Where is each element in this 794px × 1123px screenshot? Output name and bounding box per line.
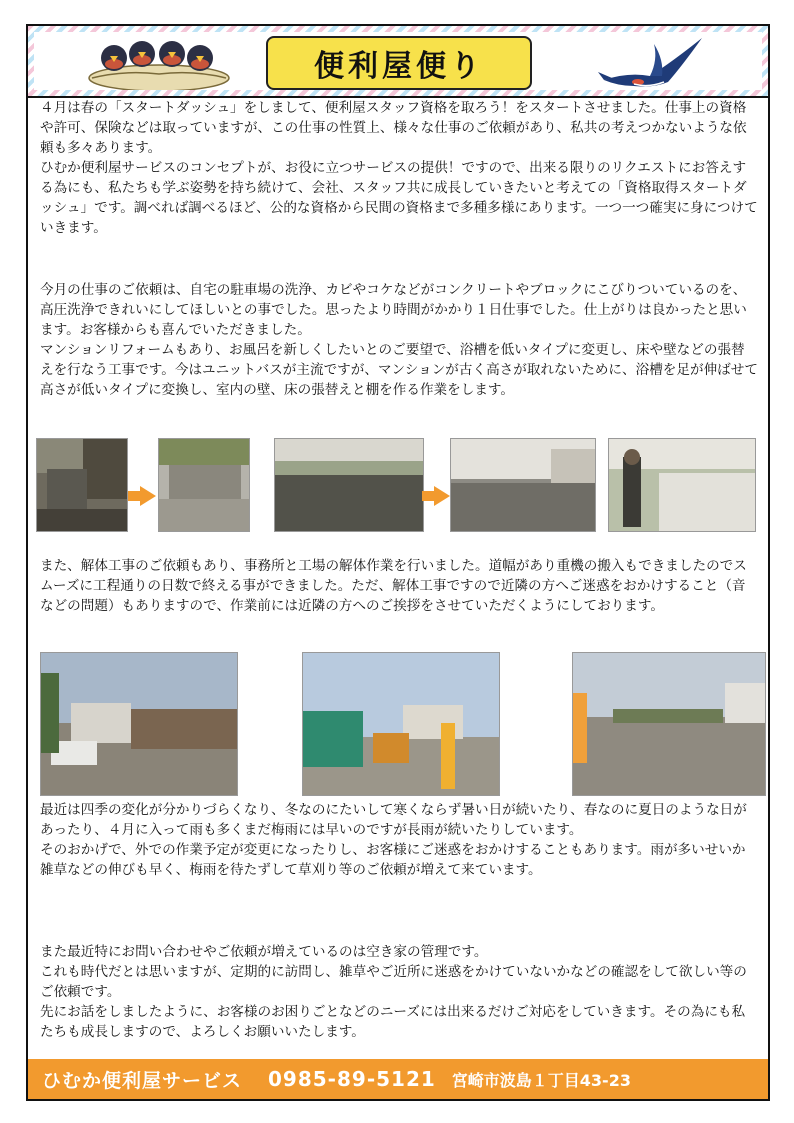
vacant-house-section [40, 942, 758, 1042]
photo-demolition-site-1 [40, 652, 238, 796]
phone-number[interactable]: 0985-89-5121 [268, 1067, 436, 1091]
arrow-icon [434, 486, 450, 506]
photo-after-parking [450, 438, 596, 532]
photo-cleared-lot [572, 652, 766, 796]
demolition-section [40, 556, 758, 616]
intro-section [40, 98, 758, 238]
header-banner [28, 26, 768, 98]
season-paragraph-2: そのおかげで、外での作業予定が変更になったりし、お客様にご迷惑をおかけすることもあります。雨が多いせいか雑草などの伸びも早く、梅雨を待たずして草刈り等のご依頼が増えて来ています。 [40, 842, 746, 878]
season-section [40, 800, 758, 880]
swallow-illustration [598, 32, 708, 90]
intro-paragraph-2: ひむか便利屋サービスのコンセプトが、お役に立つサービスの提供！ですので、出来る限りのリクエストにお答えする為にも、私たちも学ぶ姿勢を持ち続けて、会社、スタッフ共に成長していきたいと考えての「資格取得スタートダッシュ」です。調べれば調べるほど、公的な資格から民間の資格まで多種多様にあります。一つ一つ確実に身につけていきます。 [40, 160, 758, 236]
photo-pressure-washing [608, 438, 756, 532]
photo-demolition-site-2 [302, 652, 500, 796]
work-paragraph-2: マンションリフォームもあり、お風呂を新しくしたいとのご要望で、浴槽を低いタイプに変更し、床や壁などの張替えを行なう工事です。今はユニットバスが主流ですが、マンションが古く高さが取れないために、浴槽を足が伸ばせて高さが低いタイプに変換し、室内の壁、床の張替えと棚を作る作業をします。 [40, 342, 758, 398]
company-address: 宮崎市波島１丁目43-23 [451, 1070, 631, 1090]
footer-contact-bar [28, 1059, 768, 1099]
work-paragraph-1: 今月の仕事のご依頼は、自宅の駐車場の洗浄、カビやコケなどがコンクリートやブロックにこびりついているのを、高圧洗浄できれいにしてほしいとの事でした。思ったより時間がかかり１日仕事でした。仕上がりは良かったと思います。お客様からも喜んでいただきました。 [40, 282, 747, 338]
vacant-house-paragraph-2: これも時代だとは思いますが、定期的に訪問し、雑草やご近所に迷惑をかけていないかなどの確認をして欲しい等のご依頼です。 [40, 964, 747, 1000]
photo-after-walkway [158, 438, 250, 532]
work-report-section [40, 280, 758, 400]
company-name: ひむか便利屋サービス [42, 1069, 243, 1092]
season-paragraph-1: 最近は四季の変化が分かりづらくなり、冬なのにたいして寒くならず暑い日が続いたり、春なのに夏日のような日があったり、４月に入って雨も多くまだ梅雨には早いのですが長雨が続いたりしています。 [40, 802, 747, 838]
photo-before-parking [274, 438, 424, 532]
page-title: 便利屋便り [266, 36, 532, 90]
demolition-paragraph: また、解体工事のご依頼もあり、事務所と工場の解体作業を行いました。道幅があり重機の搬入もできましたのでスムーズに工程通りの日数で終える事ができました。ただ、解体工事ですので近隣の方へご迷惑をおかけすること（音などの問題）もありますので、作業前には近隣の方へのご挨拶をさせていただくようにしております。 [40, 558, 747, 614]
arrow-icon [140, 486, 156, 506]
closing-paragraph: 先にお話をしましたように、お客様のお困りごとなどのニーズには出来るだけご対応をしていきます。その為にも私たちも成長しますので、よろしくお願いいたします。 [40, 1004, 746, 1040]
baby-birds-nest-illustration [84, 34, 234, 90]
vacant-house-paragraph-1: また最近特にお問い合わせやご依頼が増えているのは空き家の管理です。 [40, 944, 488, 960]
newsletter-frame [26, 24, 770, 1101]
photo-before-walkway [36, 438, 128, 532]
intro-paragraph-1: ４月は春の「スタートダッシュ」をしまして、便利屋スタッフ資格を取ろう！をスタートさせました。仕事上の資格や許可、保険などは取っていますが、この仕事の性質上、様々な仕事のご依頼があり、私共の考えつかないような依頼も多々あります。 [40, 100, 747, 156]
